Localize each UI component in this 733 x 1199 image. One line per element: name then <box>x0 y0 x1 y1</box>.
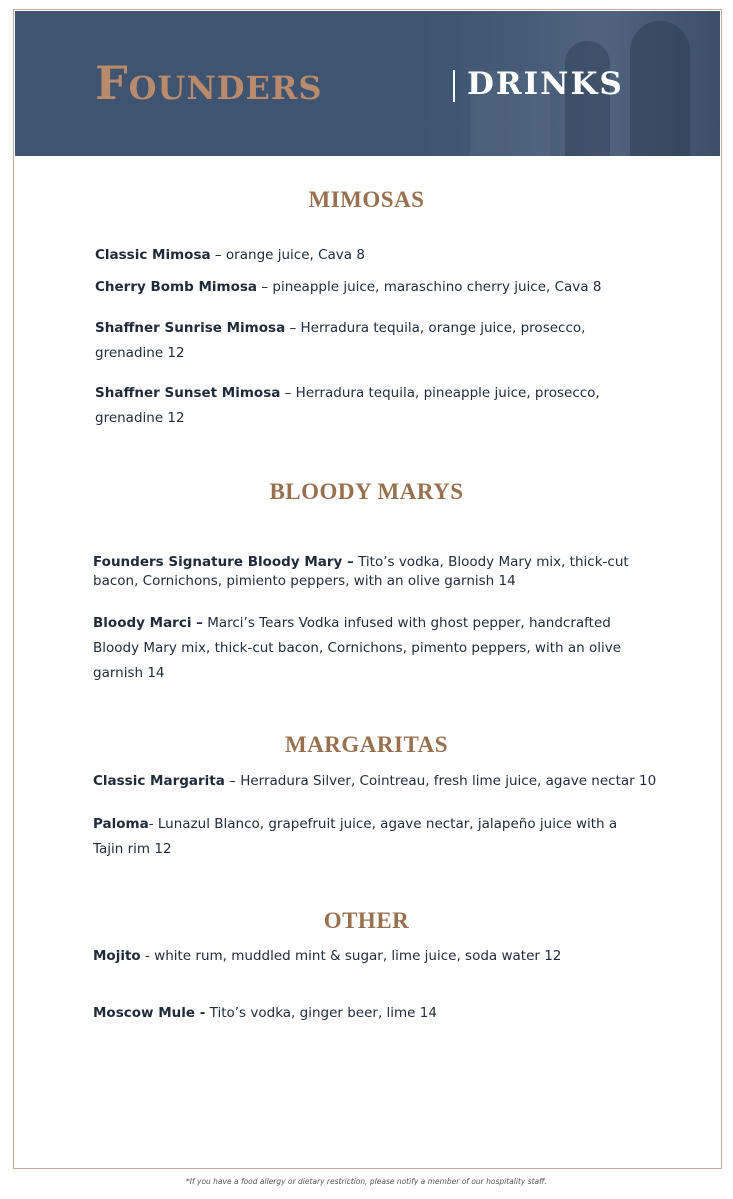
menu-item <box>93 948 673 964</box>
item-name: Moscow Mule - <box>93 1005 206 1021</box>
item-desc: – pineapple juice, maraschino cherry juice, Cava 8 <box>257 279 602 295</box>
item-desc: Marci’s Tears Vodka infused with ghost pepper, handcrafted <box>202 615 611 631</box>
header-divider <box>453 70 455 102</box>
item-desc: – Herradura tequila, pineapple juice, prosecco, <box>280 385 600 401</box>
item-desc: – orange juice, Cava 8 <box>210 247 365 263</box>
menu-item <box>93 553 673 591</box>
founders-logo: Founders <box>95 56 323 110</box>
page-title: DRINKS <box>467 66 624 102</box>
menu-item <box>95 381 675 431</box>
item-name: Cherry Bomb Mimosa <box>95 279 258 295</box>
item-desc-continued: grenadine 12 <box>95 410 185 426</box>
menu-item <box>93 1005 673 1021</box>
item-name: Mojito <box>93 948 141 964</box>
section-title-mimosas: MIMOSAS <box>308 187 425 212</box>
menu-item <box>95 316 675 366</box>
section-title-bloody-marys: BLOODY MARYS <box>269 479 464 504</box>
item-desc-continued: garnish 14 <box>93 665 165 681</box>
item-desc: – Herradura Silver, Cointreau, fresh lime juice, agave nectar 10 <box>224 773 657 789</box>
item-desc: Tito’s vodka, Bloody Mary mix, thick-cut <box>353 554 629 570</box>
item-name: Classic Mimosa <box>95 247 211 263</box>
item-name: Shaffner Sunset Mimosa <box>95 385 281 401</box>
menu-item <box>95 279 675 295</box>
item-desc-continued: Bloody Mary mix, thick-cut bacon, Cornichons, pimento peppers, with an olive <box>93 640 622 656</box>
item-desc: – Herradura tequila, orange juice, prosecco, <box>285 320 586 336</box>
item-name: Paloma <box>93 816 149 832</box>
allergy-footnote: *If you have a food allergy or dietary restriction, please notify a member of our hospitality staff. <box>186 1177 547 1186</box>
menu-item <box>93 773 673 789</box>
menu-item <box>93 611 673 686</box>
item-name: Founders Signature Bloody Mary – <box>93 554 354 570</box>
item-desc-continued: Tajin rim 12 <box>93 841 172 857</box>
item-desc: - Lunazul Blanco, grapefruit juice, agave nectar, jalapeño juice with a <box>148 816 618 832</box>
menu-item <box>93 812 673 862</box>
section-title-other: OTHER <box>323 908 410 933</box>
item-name: Classic Margarita <box>93 773 225 789</box>
section-title-margaritas: MARGARITAS <box>284 732 449 757</box>
item-name: Shaffner Sunrise Mimosa <box>95 320 286 336</box>
menu-item <box>95 247 675 263</box>
item-desc: - white rum, muddled mint & sugar, lime juice, soda water 12 <box>140 948 562 964</box>
item-desc-continued: grenadine 12 <box>95 345 185 361</box>
item-desc-continued: bacon, Cornichons, pimiento peppers, with an olive garnish 14 <box>93 573 516 589</box>
item-desc: Tito’s vodka, ginger beer, lime 14 <box>205 1005 437 1021</box>
item-name: Bloody Marci – <box>93 615 203 631</box>
